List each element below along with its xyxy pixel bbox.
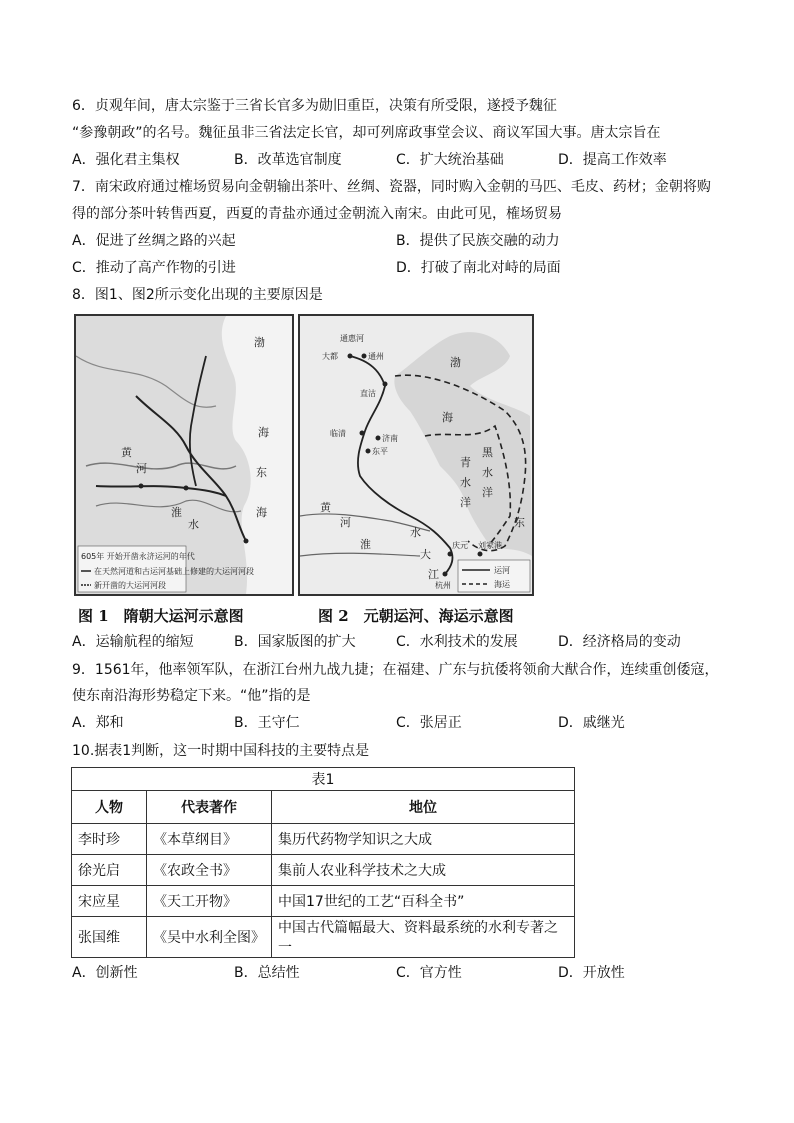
map2-legend-canal: 运河 [494,566,510,575]
q8-stem: 8．图1、图2所示变化出现的主要原因是 [72,287,323,303]
map2-label-dongping: 东平 [372,447,388,456]
map2-label-hei: 黑 [482,446,493,459]
q7-option-c: C．推动了高产作物的引进 [72,260,236,276]
table-cell: 李时珍 [72,824,147,855]
map2-label-huang: 黄 [320,501,331,514]
q7-stem-line1: 7．南宋政府通过榷场贸易向金朝输出茶叶、丝绸、瓷器，同时购入金朝的马匹、毛皮、药材；金朝将购 [72,179,711,195]
q6-option-c: C．扩大统治基础 [396,152,504,168]
map1-legend-2: 在天然河道和古运河基础上修建的大运河河段 [94,567,254,576]
q6-stem-line2: “参豫朝政”的名号。魏征虽非三省法定长官，却可列席政事堂会议、商议军国大事。唐太宗旨在 [72,125,661,141]
map-1-graphic [76,316,292,594]
table-cell: 宋应星 [72,886,147,917]
map-2-graphic [300,316,532,594]
q8-option-b: B．国家版图的扩大 [234,634,356,650]
map2-label-shui3: 水 [410,526,421,539]
map1-legend-1: 605年 开始开凿永济运河的年代 [81,552,195,561]
table-header-person: 人物 [72,791,147,824]
table-header-work: 代表著作 [147,791,272,824]
q7-stem-line2: 得的部分茶叶转售西夏，西夏的青盐亦通过金朝流入南宋。由此可见，榷场贸易 [72,206,562,222]
map2-legend-sea: 海运 [494,580,510,589]
map2-label-liujiagang: 刘家港 [478,541,502,550]
table-cell: 张国维 [72,917,147,958]
q6-stem-line1: 6．贞观年间，唐太宗鉴于三省长官多为勋旧重臣，决策有所受限，遂授予魏征 [72,98,557,114]
table-header-status: 地位 [272,791,575,824]
map2-label-shui1: 水 [460,476,471,489]
map2-label-bo: 渤 [450,356,461,369]
table-cell: 中国17世纪的工艺“百科全书” [272,886,575,917]
map-1-sui-grand-canal [74,314,294,596]
map2-label-yang2: 洋 [482,486,493,499]
q10-stem: 10.据表1判断，这一时期中国科技的主要特点是 [72,743,370,759]
table-cell: 《吴中水利全图》 [147,917,272,958]
table-row [72,855,575,886]
table-row [72,824,575,855]
q8-option-d: D．经济格局的变动 [558,634,681,650]
map1-label-hai2: 海 [256,506,267,519]
table-cell: 徐光启 [72,855,147,886]
map-2-caption: 图 2 元朝运河、海运示意图 [318,607,514,625]
table-cell: 《天工开物》 [147,886,272,917]
map2-label-hangzhou: 杭州 [435,581,451,590]
map2-label-tonghui: 通惠河 [340,334,364,343]
q8-option-a: A．运输航程的缩短 [72,634,194,650]
q9-stem-line1: 9．1561年，他率领军队，在浙江台州九战九捷；在福建、广东与抗倭将领俞大猷合作，连续重创倭寇， [72,662,719,678]
q6-option-b: B．改革选官制度 [234,152,342,168]
q10-option-d: D．开放性 [558,965,625,981]
table-cell: 中国古代篇幅最大、资料最系统的水利专著之一 [272,917,575,958]
q8-maps [74,314,534,594]
table-cell: 集前人农业科学技术之大成 [272,855,575,886]
map2-label-huai: 淮 [360,538,371,551]
table-row [72,917,575,958]
map1-label-he: 河 [136,462,147,475]
q9-stem-line2: 使东南沿海形势稳定下来。“他”指的是 [72,688,311,704]
map-1-caption: 图 1 隋朝大运河示意图 [78,607,244,625]
q9-option-b: B．王守仁 [234,715,300,731]
map2-label-he: 河 [340,516,351,529]
table-row [72,886,575,917]
q6-option-a: A．强化君主集权 [72,152,180,168]
map1-label-bo: 渤 [254,336,265,349]
table-title: 表1 [72,768,575,791]
q7-option-b: B．提供了民族交融的动力 [396,233,560,249]
q7-option-d: D．打破了南北对峙的局面 [396,260,561,276]
map2-label-qingyuan: 庆元 [452,541,468,550]
q10-option-b: B．总结性 [234,965,300,981]
map2-label-hai1: 海 [442,411,453,424]
map2-label-shui2: 水 [482,466,493,479]
map2-label-tongzhou: 通州 [368,352,384,361]
map2-label-da: 大 [420,548,431,561]
map1-label-hai1: 海 [258,426,269,439]
map1-label-huang: 黄 [121,446,132,459]
map2-label-jiang: 江 [428,568,439,581]
table-cell: 《本草纲目》 [147,824,272,855]
map-2-yuan-canal-sea-routes [298,314,534,596]
q9-option-d: D．戚继光 [558,715,625,731]
q7-option-a: A．促进了丝绸之路的兴起 [72,233,236,249]
map2-label-dong: 东 [514,516,525,529]
map2-label-qing: 青 [460,456,471,469]
q10-option-c: C．官方性 [396,965,462,981]
map2-label-zhigu: 直沽 [360,389,376,398]
map1-label-huai: 淮 [171,506,182,519]
table-cell: 集历代药物学知识之大成 [272,824,575,855]
table-1 [71,767,575,958]
map1-label-shui: 水 [188,518,199,531]
map1-label-dong: 东 [256,466,267,479]
map2-label-jinan: 济南 [382,434,398,443]
q9-option-c: C．张居正 [396,715,462,731]
q10-option-a: A．创新性 [72,965,138,981]
map1-legend-3: 新开凿的大运河河段 [94,581,166,590]
table-cell: 《农政全书》 [147,855,272,886]
q8-option-c: C．水利技术的发展 [396,634,518,650]
q9-option-a: A．郑和 [72,715,124,731]
map2-label-linqing: 临清 [330,429,346,438]
map2-label-dadu: 大都 [322,352,338,361]
map2-label-yang1: 洋 [460,496,471,509]
q6-option-d: D．提高工作效率 [558,152,667,168]
